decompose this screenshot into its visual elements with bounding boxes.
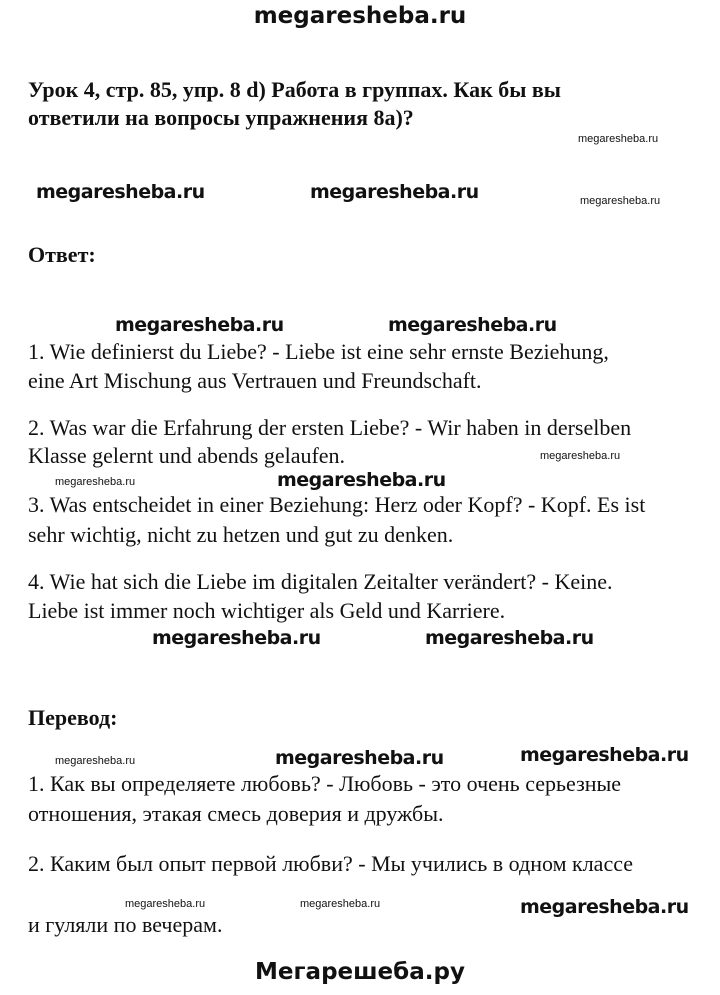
watermark: megaresheba.ru — [388, 314, 557, 336]
site-header: megaresheba.ru — [253, 3, 467, 29]
watermark: megaresheba.ru — [520, 744, 689, 766]
watermark: megaresheba.ru — [275, 747, 444, 769]
answer-line: 2. Was war die Erfahrung der ersten Liebe? - Wir haben in derselben — [28, 415, 632, 440]
watermark: megaresheba.ru — [125, 898, 206, 910]
watermark: megaresheba.ru — [115, 314, 284, 336]
answer-line: Klasse gelernt und abends gelaufen. — [28, 443, 346, 468]
answer-label: Ответ: — [28, 242, 96, 267]
watermark: megaresheba.ru — [520, 896, 689, 918]
answer-line: 1. Wie definierst du Liebe? - Liebe ist eine sehr ernste Beziehung, — [28, 339, 609, 364]
watermark: megaresheba.ru — [277, 469, 446, 491]
answer-line: eine Art Mischung aus Vertrauen und Freundschaft. — [28, 368, 482, 393]
translation-line: 1. Как вы определяете любовь? - Любовь - это очень серьезные — [28, 771, 622, 796]
answer-line: 3. Was entscheidet in einer Beziehung: Herz oder Kopf? - Kopf. Es ist — [28, 492, 646, 517]
watermark: megaresheba.ru — [425, 627, 594, 649]
watermark: megaresheba.ru — [580, 195, 661, 207]
watermark: megaresheba.ru — [540, 450, 621, 462]
site-footer: Мегарешеба.ру — [255, 959, 465, 985]
translation-line: 2. Каким был опыт первой любви? - Мы учились в одном классе — [28, 851, 634, 876]
translation-line: и гуляли по вечерам. — [28, 912, 223, 937]
watermark: megaresheba.ru — [36, 181, 205, 203]
watermark: megaresheba.ru — [55, 476, 136, 488]
watermark: megaresheba.ru — [578, 133, 659, 145]
answer-line: Liebe ist immer noch wichtiger als Geld und Karriere. — [28, 598, 506, 623]
task-title-line2: ответили на вопросы упражнения 8а)? — [28, 105, 414, 130]
translation-line: отношения, этакая смесь доверия и дружбы. — [28, 801, 444, 826]
answer-line: 4. Wie hat sich die Liebe im digitalen Zeitalter verändert? - Keine. — [28, 569, 613, 594]
answer-line: sehr wichtig, nicht zu hetzen und gut zu denken. — [28, 522, 454, 547]
watermark: megaresheba.ru — [300, 898, 381, 910]
translation-label: Перевод: — [28, 705, 118, 730]
watermark: megaresheba.ru — [55, 755, 136, 767]
task-title-line1: Урок 4, стр. 85, упр. 8 d) Работа в группах. Как бы вы — [28, 77, 561, 102]
watermark: megaresheba.ru — [152, 627, 321, 649]
watermark: megaresheba.ru — [310, 181, 479, 203]
